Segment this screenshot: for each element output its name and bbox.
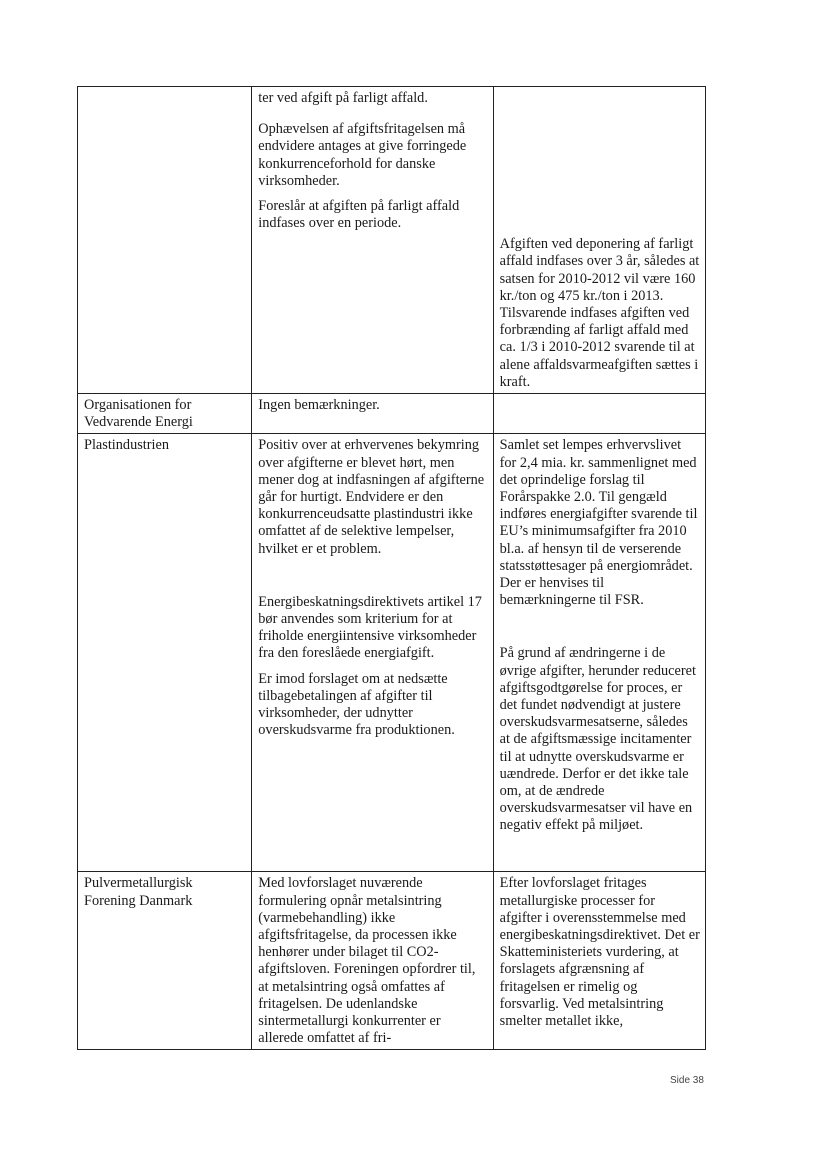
org-cell: Plastindustrien bbox=[78, 434, 252, 872]
table-row bbox=[78, 394, 706, 434]
comment-paragraph: Er imod forslaget om at nedsætte tilbagebetalingen af afgifter til virksomheder, der udnytter overskudsvarme fra produktionen. bbox=[258, 670, 455, 739]
response-cell bbox=[493, 434, 705, 872]
comment-paragraph: ter ved afgift på farligt affald. bbox=[258, 90, 428, 106]
response-cell: Efter lovforslaget fritages metallurgiske processer for afgifter i overensstemmelse med energibeskatningsdirektivet. Det er Skatteministeriets vurdering, at forslagets afgrænsning af fritagelsen er rimelig og forsvarlig. Ved metalsintring smelter metallet ikke, bbox=[493, 872, 705, 1050]
comment-paragraph: Foreslår at afgiften på farligt affald indfases over en periode. bbox=[258, 198, 460, 232]
org-cell: Pulvermetallurgisk Forening Danmark bbox=[78, 872, 252, 1050]
comment-paragraph: Energibeskatningsdirektivets artikel 17 bør anvendes som kriterium for at friholde energiintensive virksomheder fra den foreslåede energiafgift. bbox=[258, 593, 482, 662]
org-cell bbox=[78, 87, 252, 394]
comment-cell: Med lovforslaget nuværende formulering opnår metalsintring (varmebehandling) ikke afgiftsfritagelse, da processen ikke henhører under bilaget til CO2-afgiftsloven. Foreningen opfordrer til, at metalsintring også omfattes af fritagelsen. De udenlandske sintermetallurgi konkurrenter er allerede omfattet af fri- bbox=[252, 872, 493, 1050]
table-row bbox=[78, 872, 706, 1050]
table-row bbox=[78, 434, 706, 872]
consultation-table bbox=[77, 86, 706, 1050]
comment-cell bbox=[252, 87, 493, 394]
response-paragraph: Der er henvises til bemærkningerne til FSR. bbox=[499, 575, 644, 609]
response-paragraph: Samlet set lempes erhvervslivet for 2,4 mia. kr. sammenlignet med det oprindelige forslag til Forårspakke 2.0. Til gengæld indføres energiafgifter svarende til EU’s minimumsafgifter fra 2010 bl.a. af hensyn til de verserende statsstøttesager på energiområdet. bbox=[499, 437, 698, 574]
response-cell bbox=[493, 87, 705, 394]
page-number: Side 38 bbox=[670, 1075, 704, 1086]
org-cell: Organisationen for Vedvarende Energi bbox=[78, 394, 252, 434]
response-cell bbox=[493, 394, 705, 434]
response-paragraph: På grund af ændringerne i de øvrige afgifter, herunder reduceret afgiftsgodtgørelse for proces, er det fundet nødvendigt at justere overskudsvarmesatserne, således at de afgiftsmæssige incitamenter til at udnytte overskudsvarme er uændrede. Derfor er det ikke tale om, at de ændrede overskudsvarmesatser vil have en negativ effekt på miljøet. bbox=[499, 645, 696, 834]
table-row bbox=[78, 87, 706, 394]
response-paragraph: Afgiften ved deponering af farligt affald indfases over 3 år, således at satsen for 2010-2012 vil være 160 kr./ton og 475 kr./ton i 2013. Tilsvarende indfases afgiften ved forbrænding af farligt affald med ca. 1/3 i 2010-2012 svarende til at alene affaldsvarmeafgiften sættes i kraft. bbox=[499, 236, 700, 390]
comment-paragraph: Positiv over at erhvervenes bekymring over afgifterne er blevet hørt, men mener dog at indfasningen af afgifterne går for hurtigt. Endvidere er den konkurrenceudsatte plastindustri ikke omfattet af de selektive lempelser, hvilket er et problem. bbox=[258, 437, 485, 557]
comment-paragraph: Ophævelsen af afgiftsfritagelsen må endvidere antages at give forringede konkurrenceforhold for danske virksomheder. bbox=[258, 121, 467, 189]
comment-cell bbox=[252, 434, 493, 872]
comment-cell: Ingen bemærkninger. bbox=[252, 394, 493, 434]
